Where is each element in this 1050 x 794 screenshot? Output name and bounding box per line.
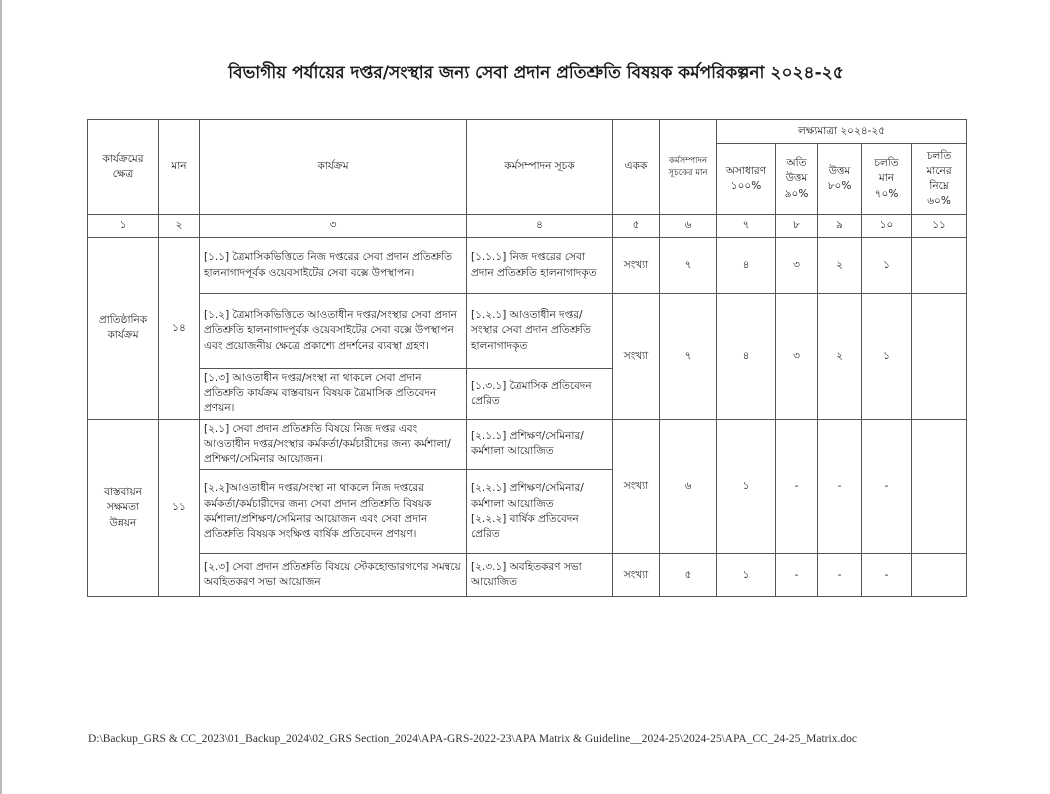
col-number: ৫ (613, 215, 660, 238)
activity-cell: [১.১] ত্রৈমাসিকভিত্তিতে নিজ দপ্তরের সেবা প্রদান প্রতিশ্রুতি হালনাগাদপূর্বক ওয়েবসাইটের সেবা বক্সে উপস্থাপন। (200, 238, 467, 294)
indicator-value-cell: ৭ (660, 238, 717, 294)
target-cell: ২ (818, 238, 862, 294)
activity-cell: [১.৩] আওতাধীন দপ্তর/সংস্থা না থাকলে সেবা প্রদান প্রতিশ্রুতি কার্যক্রম বাস্তবায়ন বিষয়ক ত্রৈমাসিক প্রতিবেদন প্রণয়ন। (200, 369, 467, 420)
col-number: ১ (88, 215, 159, 238)
target-cell: ১ (717, 419, 776, 554)
header-target-below-current: চলতি মানের নিম্নে ৬০% (912, 144, 967, 215)
col-number: ১১ (912, 215, 967, 238)
header-area: কার্যক্রমের ক্ষেত্র (88, 120, 159, 215)
area-cell: প্রাতিষ্ঠানিক কার্যক্রম (88, 238, 159, 420)
score-cell: ১১ (159, 419, 200, 597)
file-path-footer: D:\Backup_GRS & CC_2023\01_Backup_2024\02_GRS Section_2024\APA-GRS-2022-23\APA Matrix & Guideline__2024-25\2024-25\APA_CC_24-25_Matrix.doc (88, 733, 857, 745)
indicator-cell (467, 470, 613, 554)
target-cell: ৪ (717, 294, 776, 420)
target-cell: ৩ (776, 238, 818, 294)
header-target-good: উত্তম ৮০% (818, 144, 862, 215)
target-cell: ১ (862, 238, 912, 294)
indicator-cell: [২.১.১] প্রশিক্ষণ/সেমিনার/ কর্মশালা আয়োজিত (467, 419, 613, 470)
target-cell: - (776, 419, 818, 554)
target-cell: ৪ (717, 238, 776, 294)
unit-cell: সংখ্যা (613, 554, 660, 597)
target-cell: ১ (717, 554, 776, 597)
area-cell: বাস্তবায়ন সক্ষমতা উন্নয়ন (88, 419, 159, 597)
col-number: ৬ (660, 215, 717, 238)
target-cell (912, 554, 967, 597)
col-number: ৭ (717, 215, 776, 238)
table-row (88, 419, 967, 470)
indicator-cell: [১.২.১] আওতাধীন দপ্তর/ সংস্থার সেবা প্রদান প্রতিশ্রুতি হালনাগাদকৃত (467, 294, 613, 369)
activity-cell: [২.৩] সেবা প্রদান প্রতিশ্রুতি বিষয়ে স্টেকহোল্ডারগণের সমন্বয়ে অবহিতকরণ সভা আয়োজন (200, 554, 467, 597)
action-plan-table (87, 119, 967, 597)
col-number: ৩ (200, 215, 467, 238)
target-cell (912, 238, 967, 294)
header-targets: লক্ষ্যমাত্রা ২০২৪-২৫ (717, 120, 967, 144)
col-number: ৪ (467, 215, 613, 238)
activity-cell: [১.২] ত্রৈমাসিকভিত্তিতে আওতাধীন দপ্তর/সংস্থার সেবা প্রদান প্রতিশ্রুতি হালনাগাদপূর্বক ওয়েবসাইটের সেবা বক্সে উপস্থাপন এবং প্রয়োজনীয় ক্ষেত্রে প্রকাশ্যে প্রদর্শনের ব্যবস্থা গ্রহণ। (200, 294, 467, 369)
indicator-text: [২.২.২] বার্ষিক প্রতিবেদন প্রেরিত (471, 512, 579, 541)
target-cell: - (818, 419, 862, 554)
score-cell: ১৪ (159, 238, 200, 420)
target-cell: - (862, 419, 912, 554)
header-indicator-value: কর্মসম্পাদন সূচকের মান (660, 120, 717, 215)
indicator-value-cell: ৬ (660, 419, 717, 554)
unit-cell: সংখ্যা (613, 294, 660, 420)
column-number-row (88, 215, 967, 238)
target-cell (912, 294, 967, 420)
target-cell: ২ (818, 294, 862, 420)
indicator-cell: [১.১.১] নিজ দপ্তরের সেবা প্রদান প্রতিশ্রুতি হালনাগাদকৃত (467, 238, 613, 294)
header-score: মান (159, 120, 200, 215)
activity-cell: [২.২]আওতাধীন দপ্তর/সংস্থা না থাকলে নিজ দপ্তরের কর্মকর্তা/কর্মচারীদের জন্য সেবা প্রদান প্রতিশ্রুতি বিষয়ক কর্মশালা/প্রশিক্ষণ/সেমিনার আয়োজন এবং সেবা প্রদান প্রতিশ্রুতি বিষয়ক সংক্ষিপ্ত বার্ষিক প্রতিবেদন প্রণয়ণ। (200, 470, 467, 554)
page-title: বিভাগীয় পর্যায়ের দপ্তর/সংস্থার জন্য সেবা প্রদান প্রতিশ্রুতি বিষয়ক কর্মপরিকল্পনা ২০২৪-২৫ (228, 63, 844, 83)
unit-cell: সংখ্যা (613, 419, 660, 554)
indicator-value-cell: ৫ (660, 554, 717, 597)
header-target-current: চলতি মান ৭০% (862, 144, 912, 215)
target-cell: ১ (862, 294, 912, 420)
indicator-text: [২.২.১] প্রশিক্ষণ/সেমিনার/ কর্মশালা আয়োজিত (471, 482, 584, 510)
table-row (88, 554, 967, 597)
activity-cell: [২.১] সেবা প্রদান প্রতিশ্রুতি বিষয়ে নিজ দপ্তর এবং আওতাধীন দপ্তর/সংস্থার কর্মকর্তা/কর্মচারীদের জন্য কর্মশালা/প্রশিক্ষণ/সেমিনার আয়োজন। (200, 419, 467, 470)
col-number: ২ (159, 215, 200, 238)
header-target-very-good: অতি উত্তম ৯০% (776, 144, 818, 215)
indicator-value-cell: ৭ (660, 294, 717, 420)
indicator-cell: [২.৩.১] অবহিতকরণ সভা আয়োজিত (467, 554, 613, 597)
header-indicator: কর্মসম্পাদন সূচক (467, 120, 613, 215)
header-activity: কার্যক্রম (200, 120, 467, 215)
target-cell (912, 419, 967, 554)
target-cell: - (862, 554, 912, 597)
unit-cell: সংখ্যা (613, 238, 660, 294)
target-cell: - (818, 554, 862, 597)
col-number: ১০ (862, 215, 912, 238)
header-unit: একক (613, 120, 660, 215)
target-cell: - (776, 554, 818, 597)
table-row (88, 294, 967, 369)
col-number: ৯ (818, 215, 862, 238)
col-number: ৮ (776, 215, 818, 238)
header-target-excellent: অসাধারণ ১০০% (717, 144, 776, 215)
target-cell: ৩ (776, 294, 818, 420)
scan-edge (0, 0, 2, 794)
table-row (88, 238, 967, 294)
indicator-cell: [১.৩.১] ত্রৈমাসিক প্রতিবেদন প্রেরিত (467, 369, 613, 420)
